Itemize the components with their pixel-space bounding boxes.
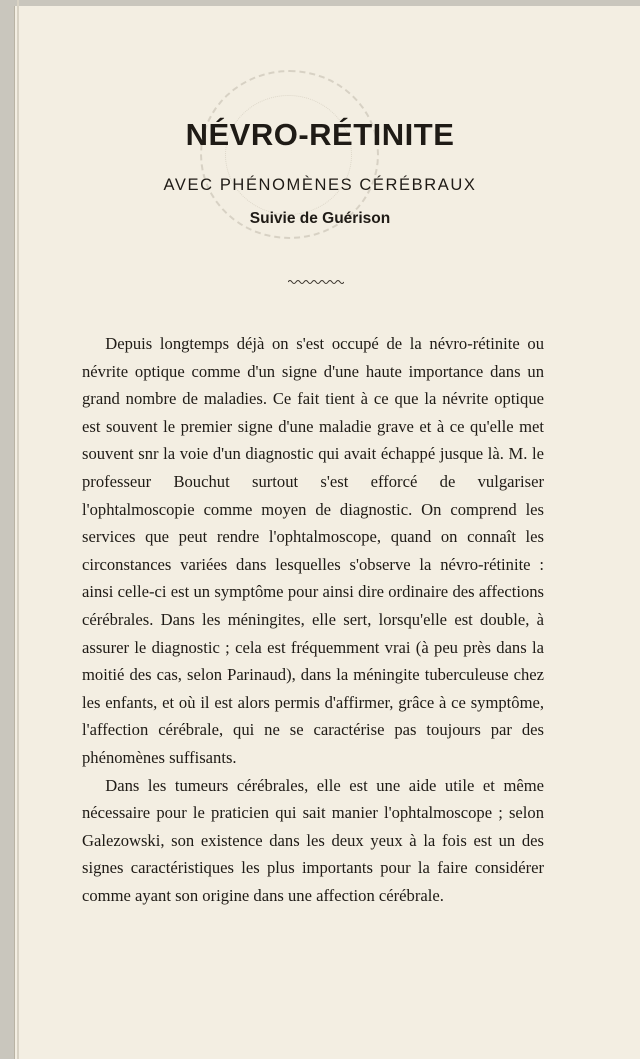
body-text bbox=[82, 330, 544, 909]
wave-divider-icon bbox=[288, 278, 344, 286]
page-title: NÉVRO-RÉTINITE bbox=[185, 117, 455, 152]
page-edge bbox=[17, 0, 19, 1059]
page-subtitle-secondary: Suivie de Guérison bbox=[249, 210, 391, 227]
paragraph: Depuis longtemps déjà on s'est occupé de la névro-rétinite ou névrite optique comme d'un signe d'une haute importance dans un grand nombre de maladies. Ce fait tient à ce que la névrite optique est souvent le premier signe d'une maladie grave et à ce qu'elle met souvent snr la voie d'un diagnostic qui avait échappé jusque là. M. le professeur Bouchut surtout s'est efforcé de vulgariser l'ophtalmoscopie comme moyen de diagnostic. On comprend les services que peut rendre l'ophtalmoscope, quand on connaît les circonstances variées dans lesquelles s'observe la névro-rétinite : ainsi celle-ci est un symptôme pour ainsi dire ordinaire des affections cérébrales. Dans les méningites, elle sert, lorsqu'elle est double, à assurer le diagnostic ; cela est fréquemment vrai (à peu près dans la moitié des cas, selon Parinaud), dans la méningite tuberculeuse chez les enfants, et où il est alors permis d'affirmer, grâce à ce symptôme, l'affection cérébrale, qui ne se caractérise pas toujours par des phénomènes suffisants. bbox=[82, 334, 544, 767]
paragraph: Dans les tumeurs cérébrales, elle est une aide utile et même nécessaire pour le praticien qui sait manier l'ophtalmoscope ; selon Galezowski, son existence dans les deux yeux à la fois est un des signes caractéristiques les plus importants pour la faire considérer comme ayant son origine dans une affection cérébrale. bbox=[82, 775, 544, 905]
page-subtitle: AVEC PHÉNOMÈNES CÉRÉBRAUX bbox=[163, 176, 477, 194]
